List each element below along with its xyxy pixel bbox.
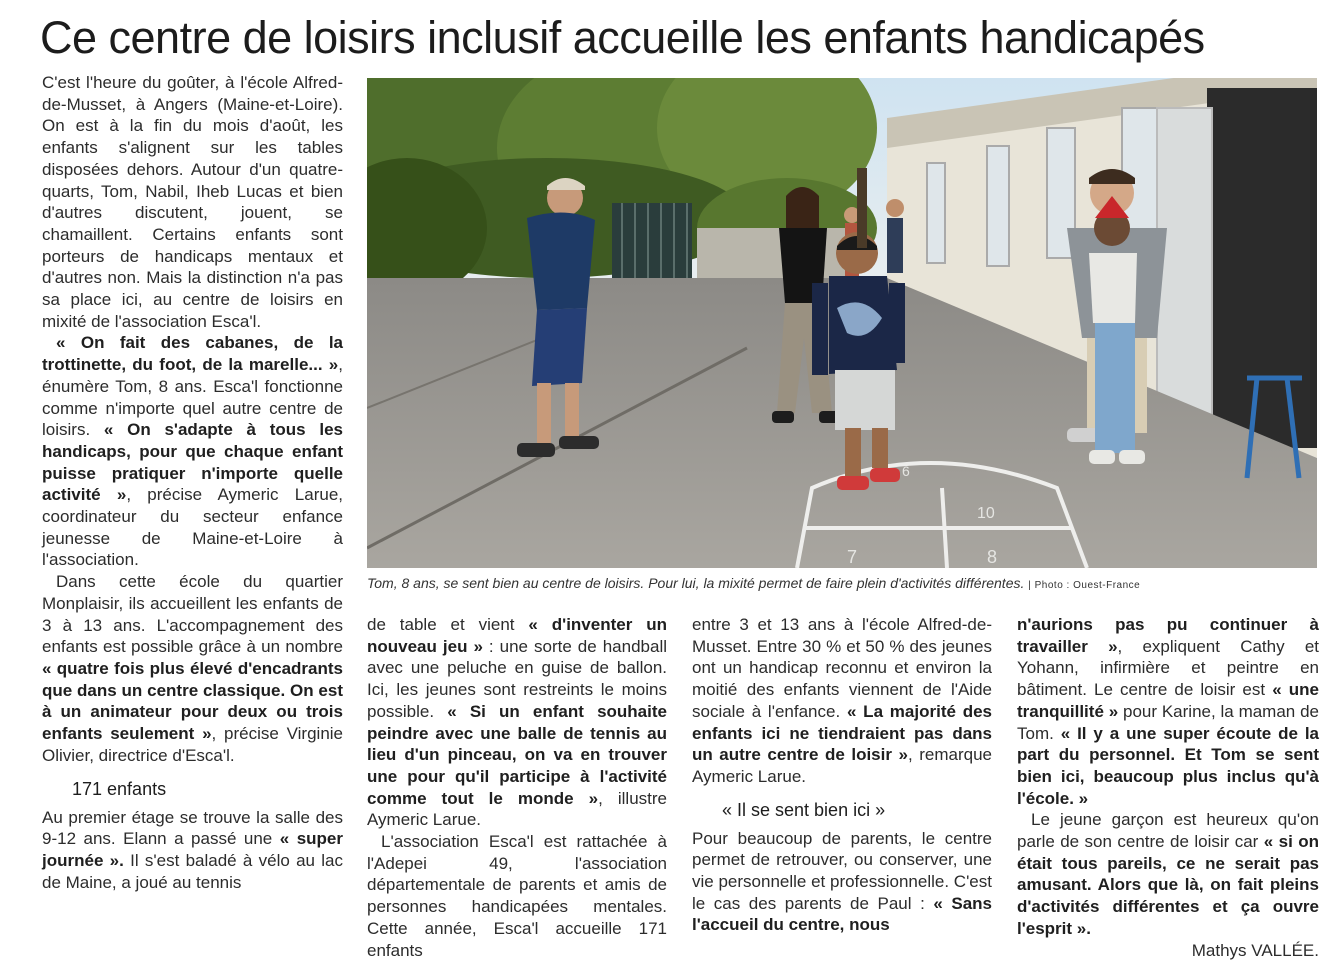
quote: « super journée ». [42, 829, 343, 870]
paragraph [1017, 614, 1319, 809]
text: Il s'est baladé à vélo au lac de Maine, a joué au tennis [42, 850, 343, 892]
paragraph [1017, 809, 1319, 939]
text: Dans cette école du quartier Monplaisir, ils accueillent les enfants de 3 à 13 ans. L'accompagnement des enfants est possible grâce à un nombre [42, 572, 343, 657]
photo-credit: | Photo : Ouest-France [1028, 580, 1141, 591]
byline: Mathys VALLÉE. [1191, 940, 1319, 960]
quote: « On fait des cabanes, de la trottinette, du foot, de la marelle... » [42, 333, 343, 375]
text: Au premier étage se trouve la salle des 9-12 ans. Elann a passé une [42, 807, 343, 849]
text: Le jeune garçon est heureux qu'on parle de son centre de loisir car [1017, 810, 1319, 852]
article-photo [367, 78, 1317, 568]
paragraph [42, 571, 343, 766]
hopscotch-number: 6 [902, 463, 910, 479]
text: , illustre Aymeric Larue. [367, 788, 667, 830]
paragraph [42, 807, 343, 894]
paragraph [692, 614, 992, 788]
paragraph: C'est l'heure du goûter, à l'école Alfred-de-Musset, à Angers (Maine-et-Loire). On est à la fin du mois d'août, les enfants s'alignent sur les tables disposées dehors. Autour d'un quatre-quarts, Tom, Nabil, Iheb Lucas et bien d'autres discutent, jouent, se chamaillent. Certains enfants sont porteurs de handicaps mentaux et d'autres non. Mais la distinction n'a pas sa place ici, au centre de loisirs en mixité de l'association Esca'l. [42, 73, 343, 331]
paragraph: L'association Esca'l est rattachée à l'Adepei 49, l'association départementale de parents et amis de personnes handicapées mentales. Cette année, Esca'l accueille 171 enfants [367, 832, 667, 960]
quote: « une tranquillité » [1017, 680, 1319, 721]
quote: « quatre fois plus élevé d'encadrants que dans un centre classique. On est à un animateur pour deux ou trois enfants seulement » [42, 658, 343, 744]
text: pour Karine, la maman de Tom. [1017, 701, 1319, 743]
text: , énumère Tom, 8 ans. Esca'l fonctionne comme n'importe quel autre centre de loisirs. [42, 355, 343, 440]
paragraph [367, 614, 667, 831]
subheading: 171 enfants [72, 778, 167, 799]
text: , remarque Aymeric Larue. [692, 745, 993, 786]
text: : une sorte de handball avec une peluche en guise de ballon. Ici, les jeunes sont restreints le moins possible. [367, 636, 667, 721]
hopscotch-number: 8 [987, 547, 998, 567]
quote: « d'inventer un nouveau jeu » [367, 615, 667, 656]
quote: « Il y a une super écoute de la part du personnel. Et Tom se sent bien ici, beaucoup plus inclus qu'à l'école. » [1017, 723, 1320, 808]
hopscotch-number: 10 [977, 505, 995, 522]
quote: « Sans l'accueil du centre, nous [692, 893, 992, 935]
quote: « Si un enfant souhaite peindre avec une balle de tennis au lieu d'un pinceau, on va en trouver une pour qu'il participe à l'activité comme tout le monde » [367, 701, 667, 808]
photo-caption [367, 574, 1317, 595]
text: , précise Virginie Olivier, directrice d'Esca'l. [42, 724, 343, 765]
subheading: « Il se sent bien ici » [722, 799, 886, 820]
article-column-4 [1017, 614, 1319, 961]
caption-text: Tom, 8 ans, se sent bien au centre de loisirs. Pour lui, la mixité permet de faire plein d'activités différentes. [367, 575, 1025, 591]
paragraph [42, 332, 343, 571]
text: entre 3 et 13 ans à l'école Alfred-de-Musset. Entre 30 % et 50 % des jeunes ont un handicap reconnu et environ la moitié des enfants viennent de l'Aide sociale à l'enfance. [692, 615, 992, 721]
text: de table et vient [367, 615, 529, 634]
text: Pour beaucoup de parents, le centre permet de retrouver, ou conserver, une vie personnelle et professionnelle. C'est le cas des parents de Paul : [692, 828, 992, 913]
quote: « On s'adapte à tous les handicaps, pour que chaque enfant puisse pratiquer n'importe quelle activité » [42, 420, 343, 505]
article-column-2 [367, 614, 667, 961]
quote: « si on était tous pareils, ce ne serait pas amusant. Alors que là, on fait pleins d'activités différentes et ça ouvre l'esprit ». [1017, 832, 1319, 938]
quote: n'aurions pas pu continuer à travailler » [1017, 615, 1319, 656]
headline: Ce centre de loisirs inclusif accueille les enfants handicapés [40, 12, 1205, 63]
text: , précise Aymeric Larue, coordinateur du secteur enfance jeunesse de Maine-et-Loire à l'association. [42, 485, 343, 570]
article-column-1 [42, 72, 343, 893]
text: , expliquent Cathy et Yohann, infirmière et peintre en bâtiment. Le centre de loisir est [1017, 636, 1319, 700]
quote: « La majorité des enfants ici ne tiendraient pas dans un autre centre de loisir » [692, 701, 992, 765]
playground-photo [367, 78, 1317, 568]
hopscotch-number: 7 [847, 547, 858, 567]
paragraph [692, 828, 992, 937]
article-column-3 [692, 614, 992, 936]
